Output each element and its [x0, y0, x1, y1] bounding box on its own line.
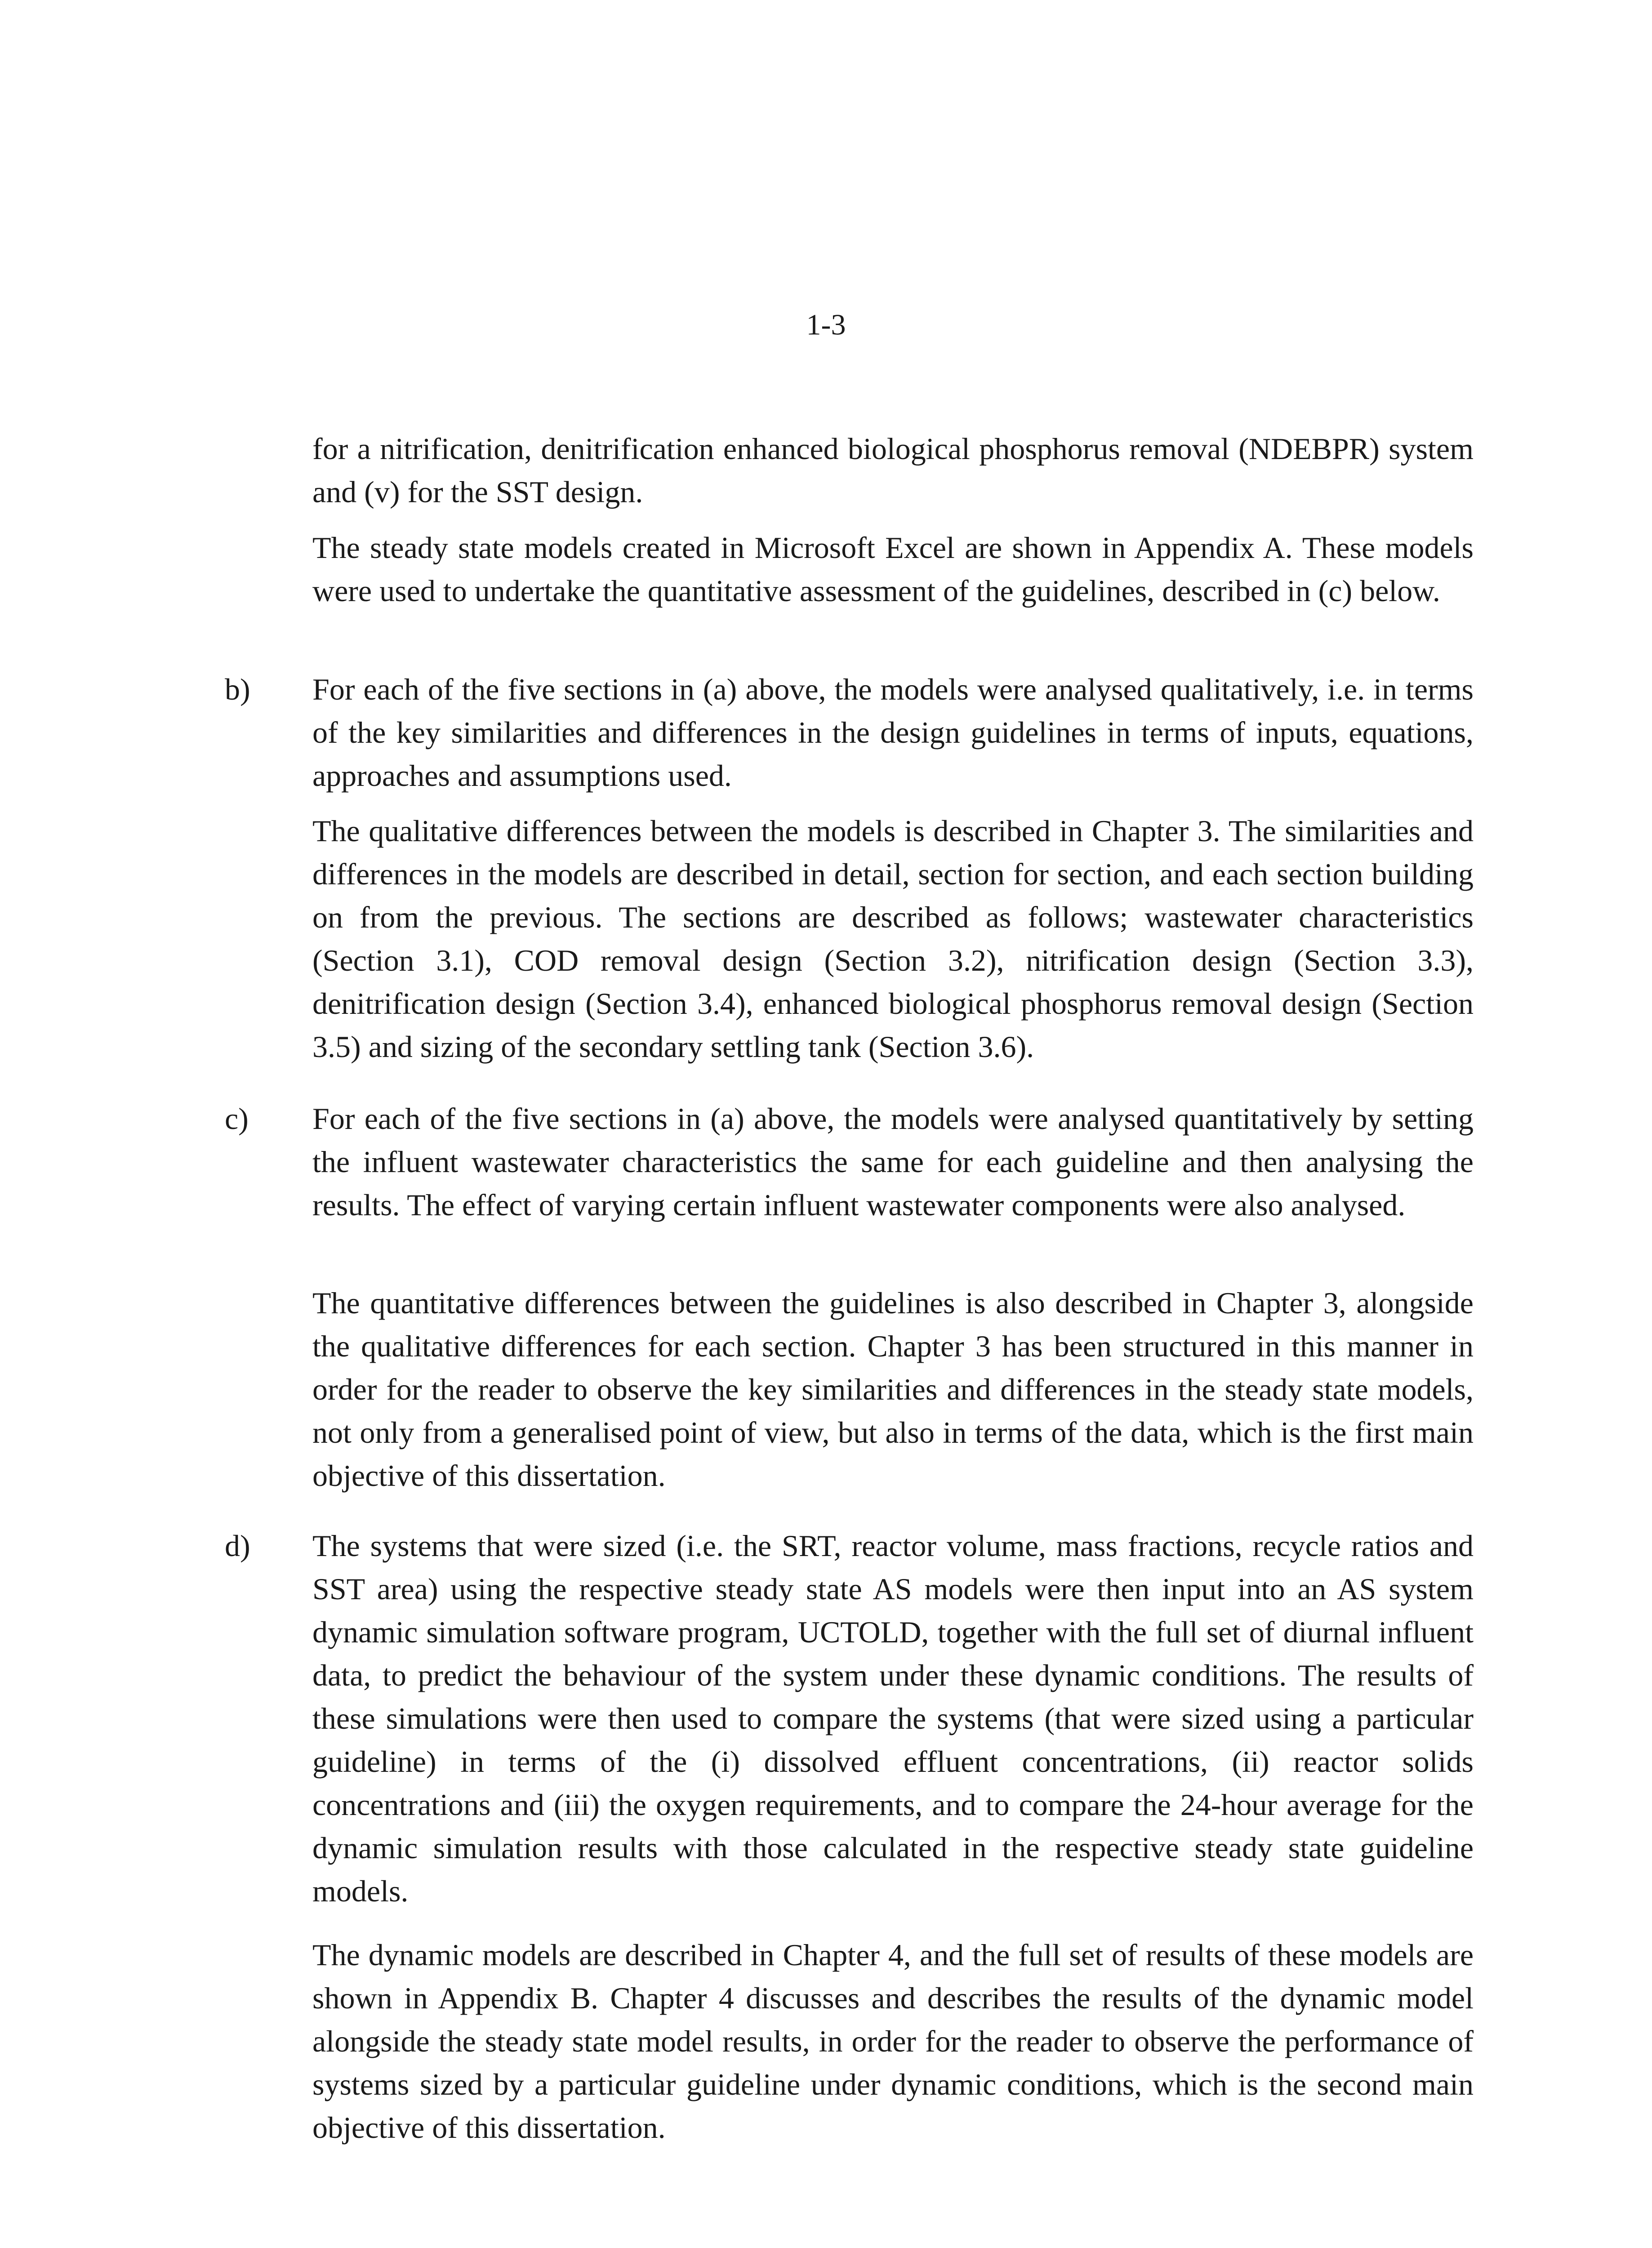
list-item-text-b: For each of the five sections in (a) above, the models were analysed qualitatively, i.e. in terms of the key similarities and differences in the design guidelines in terms of inputs, equations, approaches and assumptions used. — [312, 672, 1474, 793]
list-item-followup-d: The dynamic models are described in Chapter 4, and the full set of results of these models are shown in Appendix B. Chapter 4 discusses and describes the results of the dynamic model alongside the steady state model results, in order for the reader to observe the performance of systems sized by a particular guideline under dynamic conditions, which is the second main objective of this dissertation. — [312, 1938, 1474, 2145]
list-item-followup-b: The qualitative differences between the models is described in Chapter 3. The similarities and differences in the models are described in detail, section for section, and each section building on from the previous. The sections are described as follows; wastewater characteristics (Section 3.1), COD removal design (Section 3.2), nitrification design (Section 3.3), denitrification design (Section 3.4), enhanced biological phosphorus removal design (Section 3.5) and sizing of the secondary settling tank (Section 3.6). — [312, 814, 1474, 1064]
list-item-label-d: d) — [225, 1529, 250, 1563]
list-item-text-d: The systems that were sized (i.e. the SRT, reactor volume, mass fractions, recycle ratios and SST area) using the respective steady state AS models were then input into an AS system dynamic simulation software program, UCTOLD, together with the full set of diurnal influent data, to predict the behaviour of the system under these dynamic conditions. The results of these simulations were then used to compare the systems (that were sized using a particular guideline) in terms of the (i) dissolved effluent concentrations, (ii) reactor solids concentrations and (iii) the oxygen requirements, and to compare the 24-hour average for the dynamic simulation results with those calculated in the respective steady state guideline models. — [312, 1529, 1474, 1908]
list-item-followup-c: The quantitative differences between the guidelines is also described in Chapter 3, alongside the qualitative differences for each section. Chapter 3 has been structured in this manner in order for the reader to observe the key similarities and differences in the steady state models, not only from a generalised point of view, but also in terms of the data, which is the first main objective of this dissertation. — [312, 1286, 1474, 1493]
list-item-label-c: c) — [225, 1102, 249, 1136]
list-item-text-c: For each of the five sections in (a) above, the models were analysed quantitatively by setting the influent wastewater characteristics the same for each guideline and then analysing the results. The effect of varying certain influent wastewater components were also analysed. — [312, 1102, 1474, 1222]
paragraph-steady-state-models: The steady state models created in Microsoft Excel are shown in Appendix A. These models were used to undertake the quantitative assessment of the guidelines, described in (c) below. — [312, 531, 1474, 608]
page-number: 1-3 — [806, 308, 846, 341]
paragraph-continued: for a nitrification, denitrification enhanced biological phosphorus removal (NDEBPR) system and (v) for the SST design. — [312, 432, 1474, 509]
list-item-label-b: b) — [225, 672, 250, 706]
